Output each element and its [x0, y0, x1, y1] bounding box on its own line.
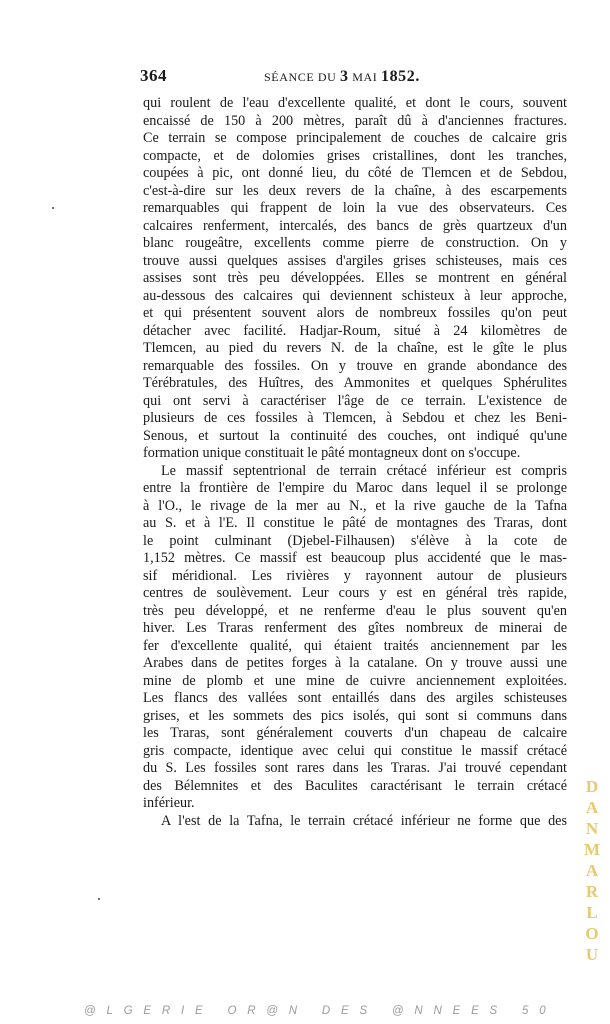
running-head-prefix: SÉANCE DU — [264, 70, 337, 84]
text-line: Ce terrain se compose principalement de couches de calcaire gris — [143, 130, 567, 146]
text-line: Tlemcen, au pied du revers N. de la chaîne, est le gîte le plus — [143, 340, 567, 356]
text-line: qui ont servi à caractériser l'âge de ce terrain. L'existence de — [143, 392, 567, 409]
text-line: assises sont très peu développées. Elles se montrent en général — [143, 270, 567, 286]
text-line: des Bélemnites et des Baculites caractérisant le terrain crétacé — [143, 777, 567, 794]
text-line: Arabes dans de petites forges à la catalane. On y trouve aussi une — [143, 655, 567, 671]
text-line: trouve aussi quelques assises d'argiles grises schisteuses, mais ces — [143, 252, 567, 269]
text-line: inférieur. — [143, 795, 195, 811]
text-line: remarquable des fossiles. On y trouve en grande abondance des — [143, 357, 567, 374]
running-head-day: 3 — [340, 68, 349, 85]
text-line: qui roulent de l'eau d'excellente qualité, et dont le cours, souvent — [143, 95, 567, 111]
text-line: Le massif septentrional de terrain crétacé inférieur est compris — [161, 462, 567, 479]
running-head-year: 1852. — [380, 68, 420, 85]
text-line: compacte, et de dolomies grises cristallines, dont les tranches, — [143, 147, 567, 164]
text-line: le point culminant (Djebel-Filhausen) s'élève à la cote de — [143, 532, 567, 549]
text-line: formation unique constituait le pâté montagneux dont on s'occupe. — [143, 445, 521, 461]
text-line: gris compacte, identique avec celui qui constitue le massif crétacé — [143, 742, 567, 759]
running-head-month: MAI — [352, 70, 378, 84]
text-line: sif méridional. Les rivières y rayonnent autour de plusieurs — [143, 567, 567, 584]
text-line: centres de soulèvement. Leur cours y est en général très rapide, — [143, 585, 567, 601]
body-text — [143, 95, 567, 830]
text-line: hiver. Les Traras renferment des gîtes nombreux de minerai de — [143, 620, 567, 636]
text-line: à l'O., le rivage de la mer au N., et la rive gauche de la Tafna — [143, 497, 567, 514]
running-head — [264, 68, 420, 86]
text-line: entre la frontière de l'empire du Maroc dans lequel il se prolonge — [143, 480, 567, 496]
text-line: au-dessous des calcaires qui deviennent schisteux à leur approche, — [143, 287, 567, 304]
text-line: calcaires renferment, intercalés, des bancs de grès quartzeux d'un — [143, 217, 567, 234]
text-line: Térébratules, des Huîtres, des Ammonites et quelques Sphérulites — [143, 375, 567, 391]
text-line: grises, et les sommets des pics isolés, qui sont si communs dans — [143, 707, 567, 724]
text-line: du S. Les fossiles sont rares dans les Traras. J'ai trouvé cependant — [143, 760, 567, 776]
text-line: Les flancs des vallées sont entaillés dans des argiles schisteuses — [143, 690, 567, 706]
page-number: 364 — [140, 66, 167, 85]
side-watermark: DANMARLOU — [583, 777, 601, 964]
text-line: les Traras, sont généralement couverts d'un chapeau de calcaire — [143, 725, 567, 741]
text-line: et qui présentent souvent alors de nombreux fossiles qu'on peut — [143, 305, 567, 321]
text-line: remarquables qui frappent de loin la vue des observateurs. Ces — [143, 200, 567, 216]
text-line: mine de plomb et une mine de cuivre anciennement exploitées. — [143, 672, 567, 689]
text-line: détacher avec facilité. Hadjar-Roum, situé à 24 kilomètres de — [143, 322, 567, 339]
text-line: au S. et à l'E. Il constitue le pâté de montagnes des Traras, dont — [143, 515, 567, 531]
text-line: 1,152 mètres. Ce massif est beaucoup plus accidenté que le mas- — [143, 550, 567, 566]
text-line: encaissé de 150 à 200 mètres, paraît dû à d'anciennes fractures. — [143, 112, 567, 129]
text-line: blanc rougeâtre, excellents comme pierre de construction. On y — [143, 235, 567, 251]
stray-speck — [98, 898, 100, 900]
text-line: Senous, et surtout la continuité des couches, ont indiqué qu'une — [143, 427, 567, 444]
text-line: plusieurs de ces fossiles à Tlemcen, à Sebdou et chez les Beni- — [143, 410, 567, 426]
text-line: fer d'excellente qualité, qui étaient traités anciennement par les — [143, 637, 567, 654]
text-line: coupées à pic, ont donné lieu, du côté de Tlemcen et de Sebdou, — [143, 165, 567, 181]
text-line: A l'est de la Tafna, le terrain crétacé inférieur ne forme que des — [161, 812, 567, 829]
footer-watermark: @LGERIE OR@N DES @NNEES 50 — [84, 1005, 557, 1017]
text-line: très peu développé, et ne renferme d'eau le plus souvent qu'en — [143, 602, 567, 619]
stray-speck — [52, 207, 54, 209]
page-header — [140, 66, 566, 88]
text-line: c'est-à-dire sur les deux revers de la chaîne, à des escarpements — [143, 182, 567, 199]
